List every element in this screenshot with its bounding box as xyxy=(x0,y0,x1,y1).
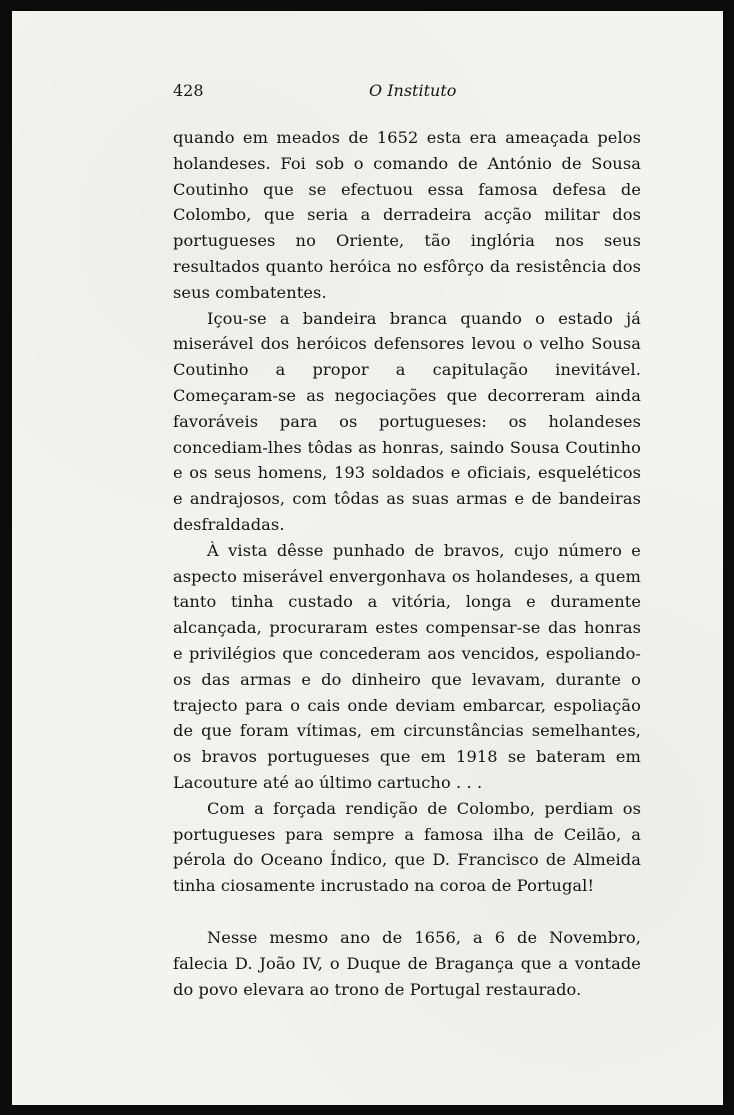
book-page xyxy=(12,11,723,1105)
paragraph-continuation: quando em meados de 1652 esta era ameaçada pelos holandeses. Foi sob o comando de António de Sousa Coutinho que se efectuou essa famosa defesa de Colombo, que seria a derradeira acção militar dos portugueses no Oriente, tão inglória nos seus resultados quanto heróica no esfôrço da resistência dos seus combatentes. xyxy=(173,128,641,302)
paragraph-capitulation: Içou-se a bandeira branca quando o estado já miserável dos heróicos defensores levou o velho Sousa Coutinho a propor a capitulação inevitável. Começaram-se as negociações que decorreram ainda favoráveis para os portugueses: os holandeses concediam-lhes tôdas as honras, saindo Sousa Coutinho e os seus homens, 193 soldados e oficiais, esqueléticos e andrajosos, com tôdas as suas armas e de bandeiras desfraldadas. xyxy=(173,308,641,534)
running-head xyxy=(173,81,463,105)
paragraph-death-of-king: Nesse mesmo ano de 1656, a 6 de Novembro, falecia D. João IV, o Duque de Bragança que a vontade do povo elevara ao trono de Portugal restaurado. xyxy=(173,927,641,999)
paragraph-spoliation: À vista dêsse punhado de bravos, cujo número e aspecto miserável envergonhava os holandeses, a quem tanto tinha custado a vitória, longa e duramente alcançada, procuraram estes compensar-se das honras e privilégios que concederam aos vencidos, espoliando-os das armas e do dinheiro que levavam, durante o trajecto para o cais onde deviam embarcar, espoliação de que foram vítimas, em circunstâncias semelhantes, os bravos portugueses que em 1918 se bateram em Lacouture até ao último cartucho . . . xyxy=(173,540,641,792)
running-title: O Instituto xyxy=(369,81,457,100)
paragraph-ceylon-loss: Com a forçada rendição de Colombo, perdiam os portugueses para sempre a famosa ilha de Ceilão, a pérola do Oceano Índico, que D. Francisco de Almeida tinha ciosamente incrustado na coroa de Portugal! xyxy=(173,798,641,896)
paragraph-gap xyxy=(173,899,641,925)
page-number: 428 xyxy=(173,81,204,100)
body-text xyxy=(173,125,641,1002)
